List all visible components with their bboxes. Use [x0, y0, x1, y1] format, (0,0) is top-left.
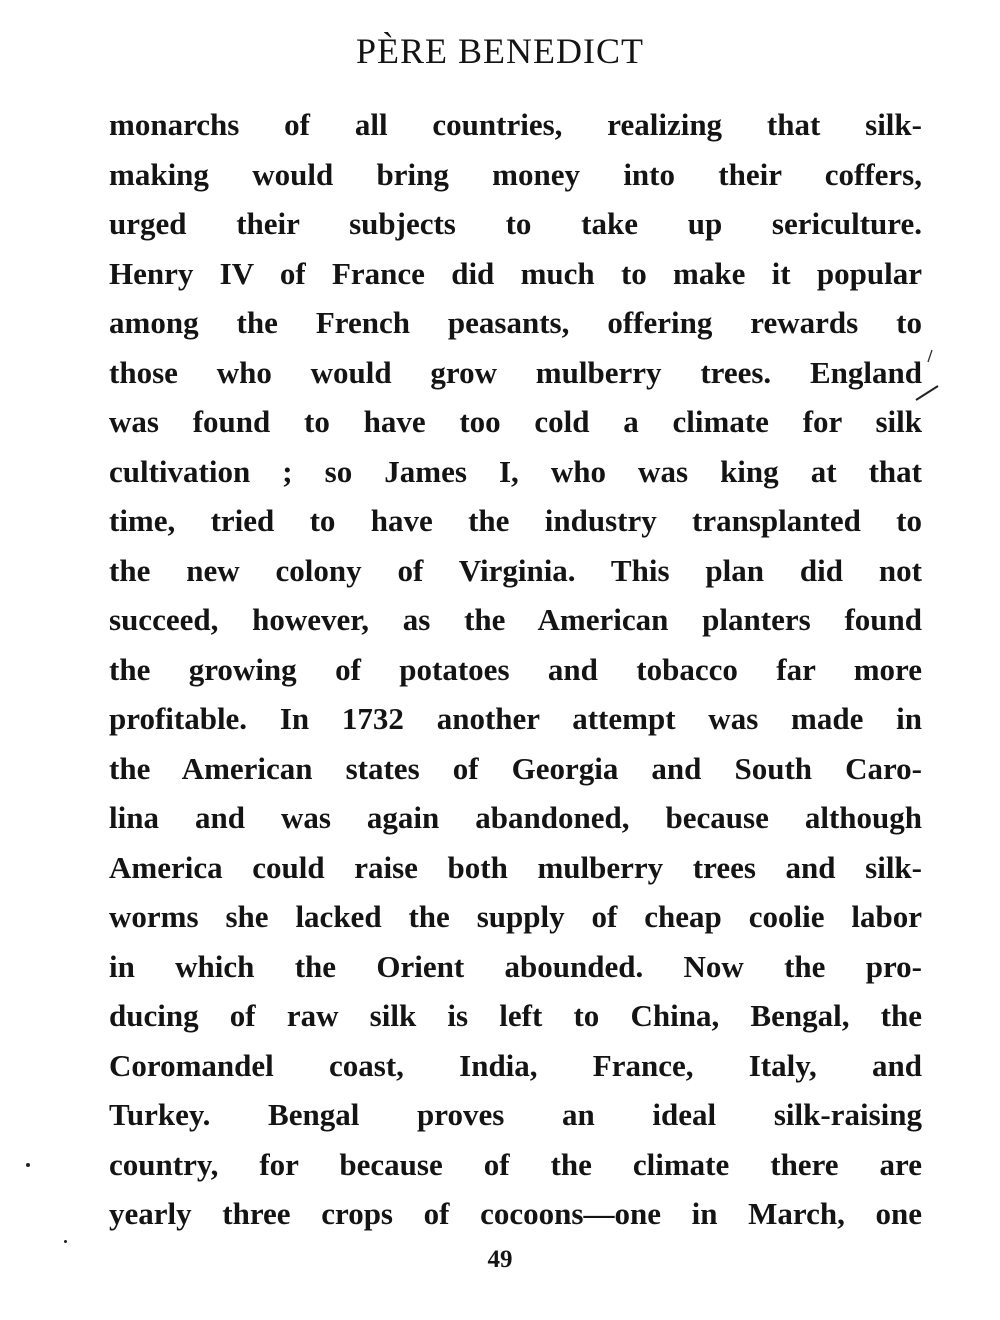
text-line: was found to have too cold a climate for silk	[109, 404, 922, 439]
text-line: time, tried to have the industry transplanted to	[109, 503, 922, 538]
text-line: Henry IV of France did much to make it popular	[109, 255, 922, 291]
print-speck	[26, 1163, 30, 1167]
text-line: the American states of Georgia and South Caro-	[109, 750, 922, 786]
text-line: country, for because of the climate there are	[109, 1146, 922, 1182]
text-line: Turkey. Bengal proves an ideal silk-raising	[109, 1097, 922, 1132]
print-speck	[64, 1240, 67, 1243]
text-line: America could raise both mulberry trees and silk-	[109, 849, 922, 885]
text-line: succeed, however, as the American planters found	[109, 602, 922, 637]
text-line: making would bring money into their coffers,	[109, 156, 922, 192]
running-head: PÈRE BENEDICT	[356, 31, 644, 71]
text-line: those who would grow mulberry trees. England	[109, 354, 922, 390]
text-line: yearly three crops of cocoons—one in March, one	[109, 1196, 922, 1231]
text-line: the growing of potatoes and tobacco far more	[109, 651, 922, 687]
text-line: cultivation ; so James I, who was king at that	[109, 453, 922, 489]
text-line: worms she lacked the supply of cheap coolie labor	[109, 899, 922, 934]
body-text	[109, 100, 922, 1239]
text-line: ducing of raw silk is left to China, Bengal, the	[109, 998, 922, 1033]
text-line: in which the Orient abounded. Now the pro-	[109, 948, 922, 984]
text-line: among the French peasants, offering rewards to	[109, 305, 922, 340]
page-number: 49	[487, 1246, 513, 1273]
text-line: Coromandel coast, India, France, Italy, and	[109, 1047, 922, 1083]
text-line: profitable. In 1732 another attempt was made in	[109, 701, 922, 736]
text-line: urged their subjects to take up sericulture.	[109, 206, 922, 241]
text-line: the new colony of Virginia. This plan did not	[109, 552, 922, 588]
text-line: lina and was again abandoned, because although	[109, 800, 922, 835]
text-line: monarchs of all countries, realizing that silk-	[109, 107, 922, 142]
pencil-mark	[914, 346, 942, 406]
